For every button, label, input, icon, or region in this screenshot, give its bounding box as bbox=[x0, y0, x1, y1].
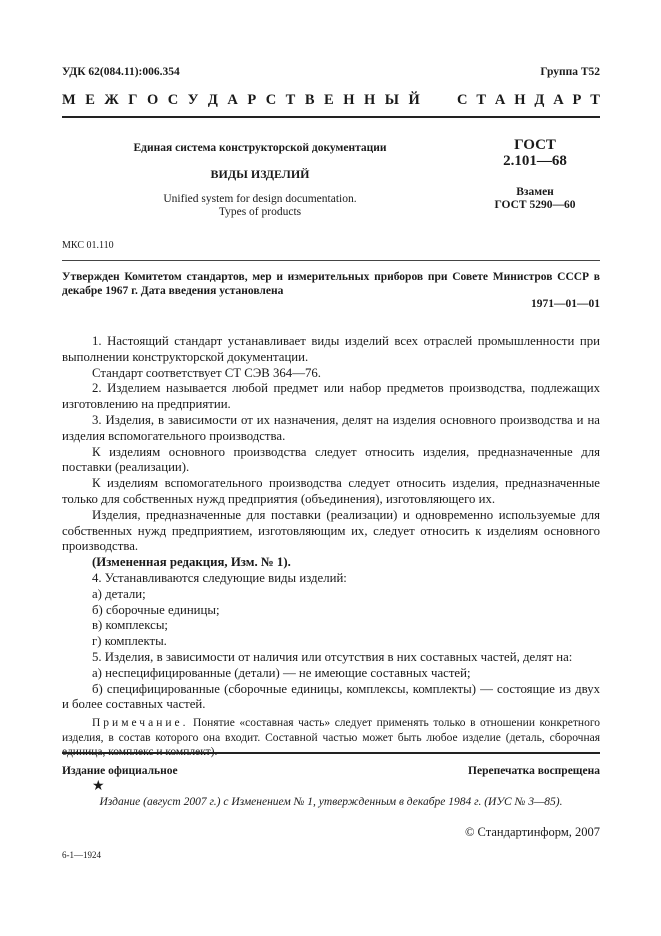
note-label: Примечание. bbox=[92, 717, 189, 730]
replaces-number: ГОСТ 5290—60 bbox=[494, 199, 576, 211]
standard-banner bbox=[62, 92, 600, 109]
print-code: 6-1—1924 bbox=[62, 850, 101, 860]
gost-number: 2.101—68 bbox=[503, 153, 567, 169]
paragraph-3: 3. Изделия, в зависимости от их назначения, делят на изделия основного производства и на изделия вспомогательного производства. bbox=[62, 412, 600, 443]
list-item: а) детали; bbox=[92, 586, 146, 601]
list-item: б) специфицированные (сборочные единицы, комплексы, комплекты) — состоящие из двух и более составных частей. bbox=[62, 681, 600, 712]
banner-letter: С bbox=[167, 92, 179, 108]
document-title: ВИДЫ ИЗДЕЛИЙ bbox=[210, 167, 310, 181]
list-item: а) неспецифицированные (детали) — не имеющие составных частей; bbox=[92, 665, 471, 680]
banner-letter: С bbox=[265, 92, 277, 108]
paragraph-1-compliance: Стандарт соответствует СТ СЭВ 364—76. bbox=[92, 365, 321, 380]
paragraph-3-dual: Изделия, предназначенные для поставки (реализации) и одновременно используемые для собственных нужд предприятием, изготовляющим их, следует относить к изделиям основного производства. bbox=[62, 507, 600, 554]
banner-letter: Д bbox=[207, 92, 218, 108]
approval-text: Утвержден Комитетом стандартов, мер и измерительных приборов при Совете Министров СССР в декабре 1967 г. Дата введения установлена bbox=[62, 271, 600, 297]
banner-letter: В bbox=[304, 92, 315, 108]
title-english-line1: Unified system for design documentation. bbox=[163, 193, 357, 205]
banner-letter: Т bbox=[476, 92, 487, 108]
paragraph-2: 2. Изделием называется любой предмет или набор предметов производства, подлежащих изготовлению на предприятии. bbox=[62, 381, 600, 412]
udk-code: УДК 62(084.11):006.354 bbox=[62, 66, 180, 78]
paragraph-1: 1. Настоящий стандарт устанавливает виды изделий всех отраслей промышленности при выполнении конструкторской документации. bbox=[62, 334, 600, 364]
title-rule bbox=[62, 260, 600, 261]
standard-body bbox=[62, 334, 600, 760]
banner-word-standard bbox=[457, 92, 600, 109]
banner-letter: М bbox=[62, 92, 76, 108]
paragraph-4: 4. Устанавливаются следующие виды изделий: bbox=[92, 570, 347, 585]
banner-letter: Ж bbox=[104, 92, 119, 108]
footer-rule bbox=[62, 752, 600, 754]
paragraph-5: 5. Изделия, в зависимости от наличия или отсутствия в них составных частей, делят на: bbox=[92, 649, 573, 664]
banner-letter: Т bbox=[590, 92, 600, 108]
banner-letter: Т bbox=[285, 92, 296, 108]
banner-letter: А bbox=[494, 92, 506, 108]
banner-letter: Н bbox=[363, 92, 376, 108]
reprint-prohibited: Перепечатка воспрещена bbox=[468, 765, 600, 777]
official-edition: Издание официальное bbox=[62, 765, 178, 777]
banner-letter: О bbox=[146, 92, 159, 108]
banner-letter: Ы bbox=[384, 92, 399, 108]
banner-letter: Е bbox=[324, 92, 334, 108]
group-code: Группа Т52 bbox=[540, 66, 600, 78]
title-english-line2: Types of products bbox=[218, 206, 302, 218]
star-icon: ★ bbox=[92, 779, 105, 794]
note-text: Понятие «составная часть» следует применять только в отношении конкретного изделия, в состав которого она входит. Составной частью может быть любое изделие (деталь, сборочная единица, комплекс и комплект). bbox=[62, 717, 600, 759]
banner-rule bbox=[62, 116, 600, 118]
list-item: г) комплекты. bbox=[92, 634, 167, 649]
paragraph-3-main: К изделиям основного производства следует относить изделия, предназначенные для поставки (реализации). bbox=[62, 444, 600, 475]
banner-letter: У bbox=[187, 92, 199, 108]
paragraph-3-auxiliary: К изделиям вспомогательного производства следует относить изделия, предназначенные только для собственных нужд предприятия (объединения), изготовляющего их. bbox=[62, 476, 600, 506]
list-item: б) сборочные единицы; bbox=[92, 602, 220, 617]
approval-date: 1971—01—01 bbox=[531, 298, 600, 310]
banner-letter: Й bbox=[408, 92, 420, 108]
banner-letter: Р bbox=[572, 92, 582, 108]
banner-letter: С bbox=[457, 92, 468, 108]
banner-letter: А bbox=[553, 92, 564, 108]
mks-code: МКС 01.110 bbox=[62, 240, 114, 251]
amendment-note: (Измененная редакция, Изм. № 1). bbox=[92, 555, 291, 570]
banner-letter: Д bbox=[534, 92, 545, 108]
replaces-label: Взамен bbox=[516, 186, 554, 198]
banner-letter: Е bbox=[85, 92, 95, 108]
edition-note: Издание (август 2007 г.) с Изменением № 1, утвержденным в декабре 1984 г. (ИУС № 3—85). bbox=[99, 796, 563, 808]
banner-word-interstate bbox=[62, 92, 420, 109]
gost-label: ГОСТ bbox=[514, 137, 556, 153]
banner-letter: А bbox=[227, 92, 238, 108]
list-item: в) комплексы; bbox=[92, 618, 168, 633]
system-name: Единая система конструкторской документации bbox=[133, 142, 387, 154]
banner-letter: Р bbox=[247, 92, 257, 108]
banner-letter: Н bbox=[514, 92, 526, 108]
banner-letter: Г bbox=[128, 92, 138, 108]
copyright: © Стандартинформ, 2007 bbox=[464, 825, 600, 839]
banner-letter: Н bbox=[343, 92, 355, 108]
